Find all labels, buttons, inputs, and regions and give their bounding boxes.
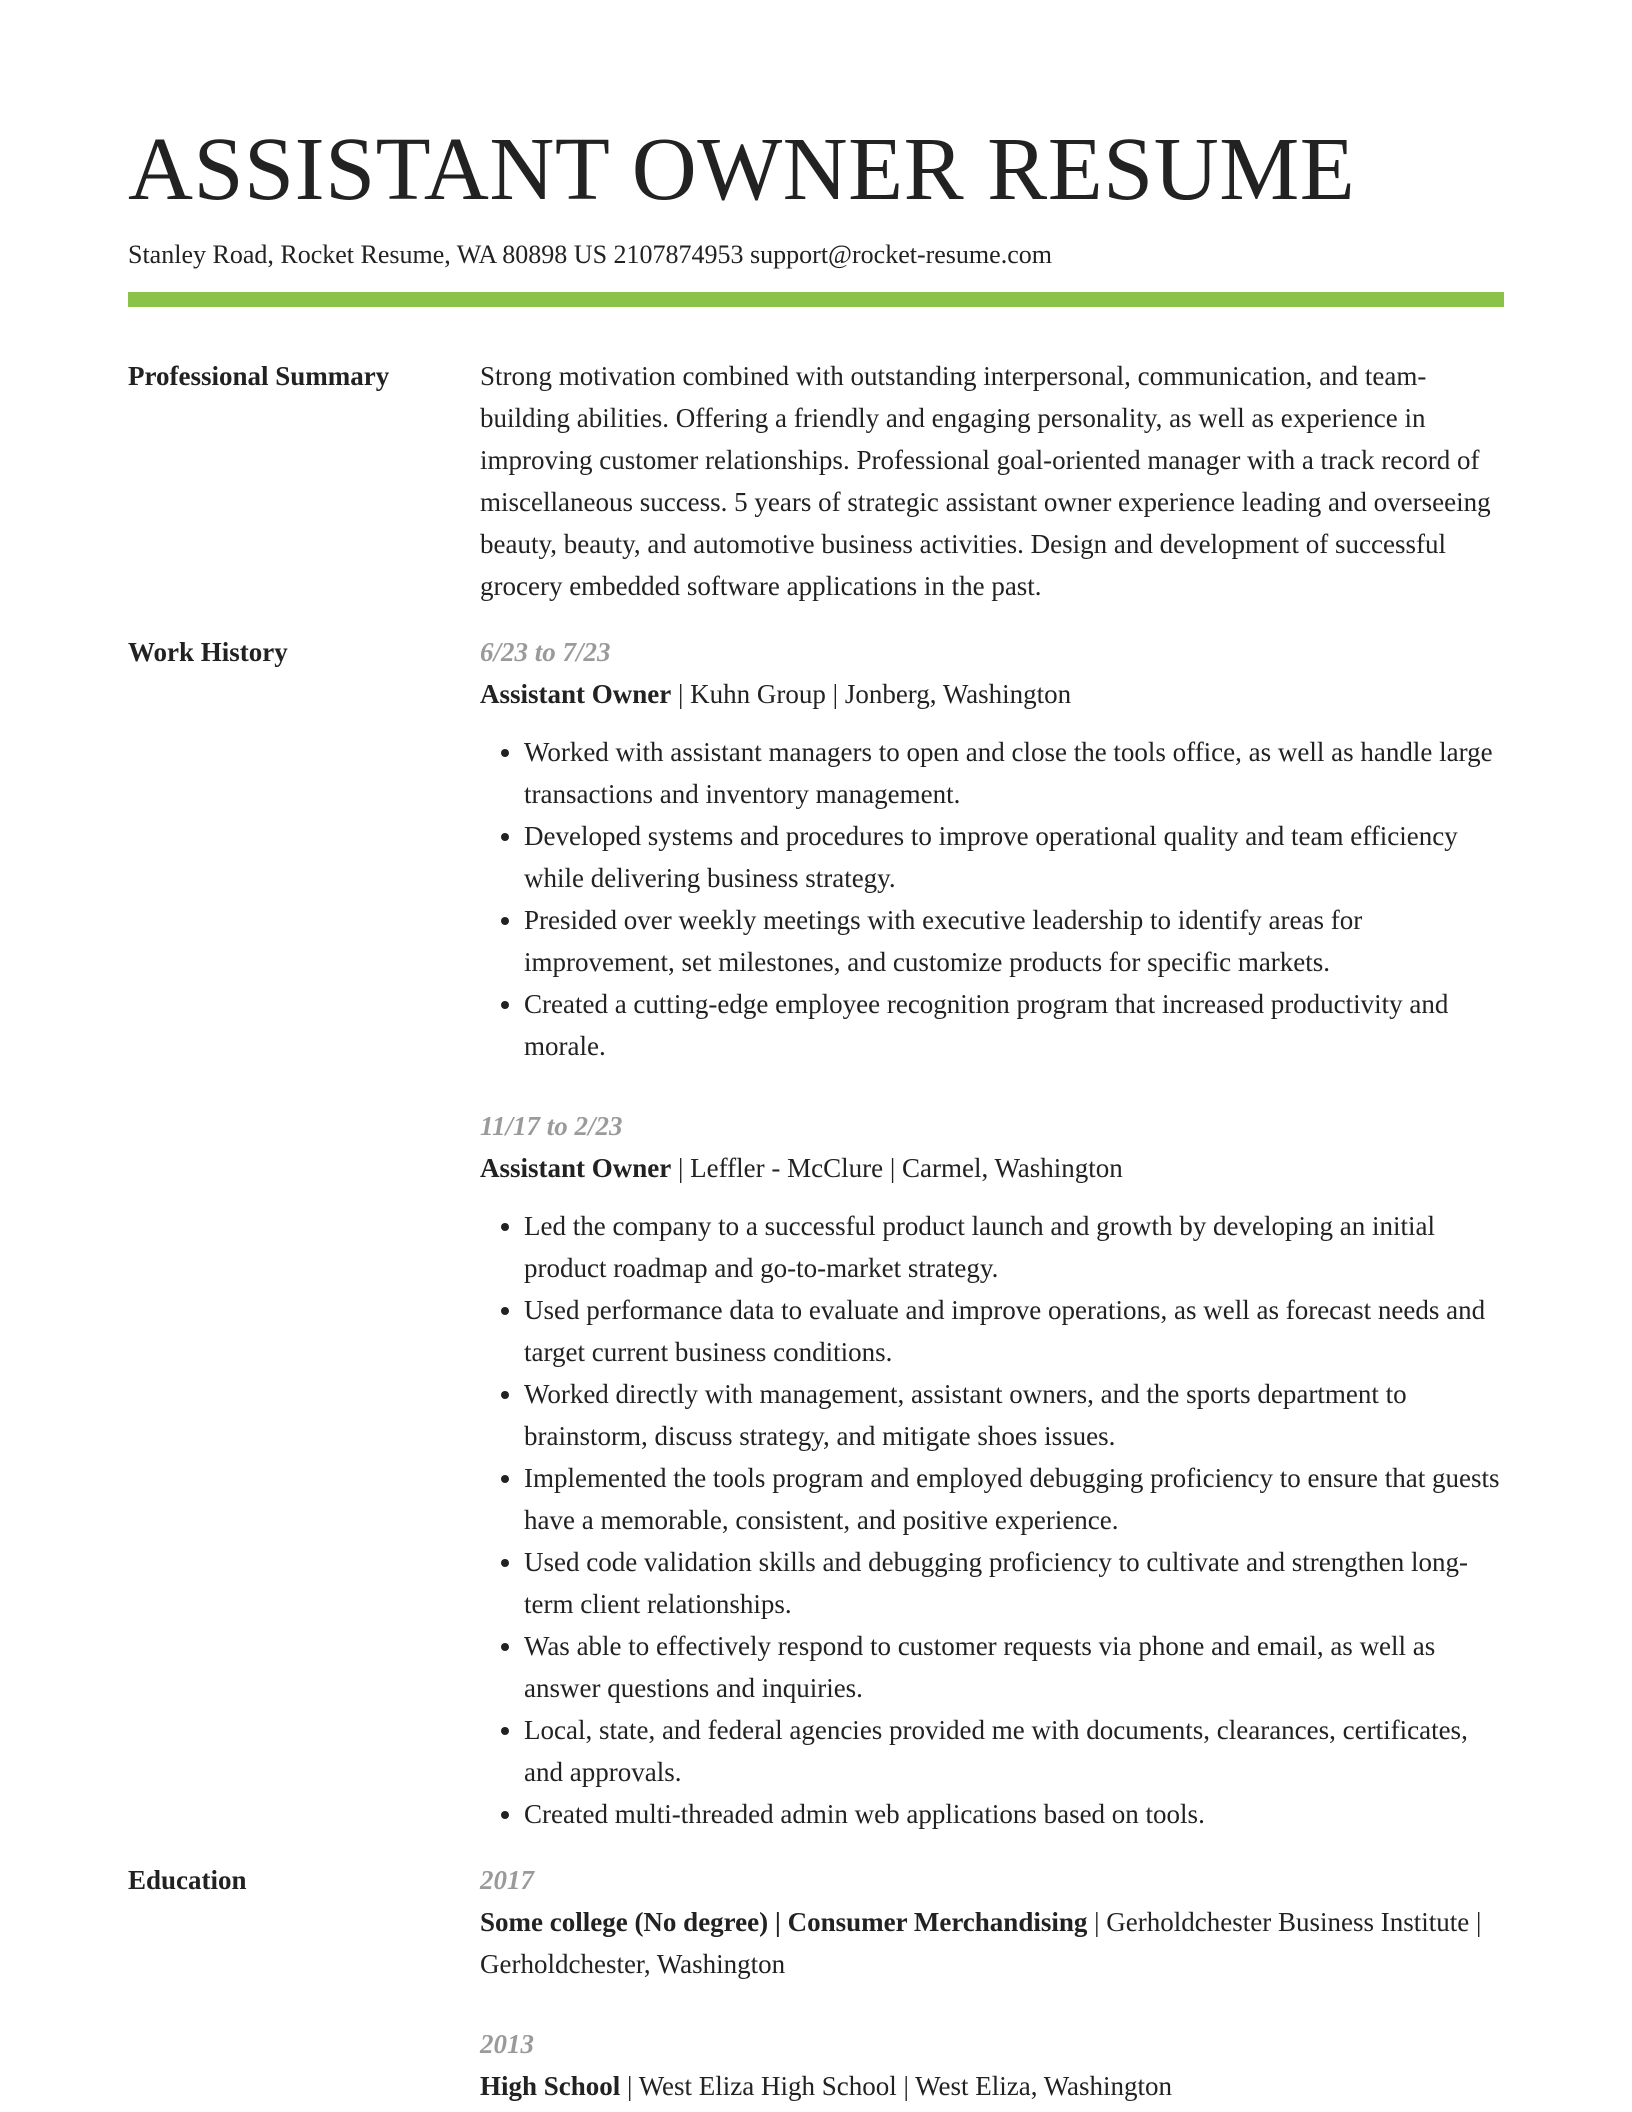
job-bullet: • Used performance data to evaluate and improve operations, as well as forecast needs and target current business conditions. (524, 1289, 1504, 1373)
contact-line (128, 238, 1504, 272)
job-bullet: • Local, state, and federal agencies provided me with documents, clearances, certificates, and approvals. (524, 1709, 1504, 1793)
job-role-line (480, 673, 1504, 715)
education-school-location: | West Eliza High School | West Eliza, Washington (620, 2071, 1173, 2101)
job-entry (480, 631, 1504, 1067)
section-heading: Education (128, 1865, 247, 1895)
job-role-line (480, 1147, 1504, 1189)
education-entry (480, 1859, 1504, 1985)
job-bullet: • Was able to effectively respond to customer requests via phone and email, as well as answer questions and inquiries. (524, 1625, 1504, 1709)
professional-summary-section (128, 355, 1504, 607)
contact-phone: 2107874953 (613, 240, 744, 269)
job-bullet: • Presided over weekly meetings with executive leadership to identify areas for improvement, set milestones, and customize products for specific markets. (524, 899, 1504, 983)
education-line (480, 2065, 1504, 2107)
education-section (128, 1859, 1504, 2107)
job-company-location: | Kuhn Group | Jonberg, Washington (671, 679, 1072, 709)
job-bullet: • Led the company to a successful product launch and growth by developing an initial product roadmap and go-to-market strategy. (524, 1205, 1504, 1289)
job-bullet: • Created multi-threaded admin web applications based on tools. (524, 1793, 1504, 1835)
section-heading: Work History (128, 637, 288, 667)
job-bullet: • Developed systems and procedures to improve operational quality and team efficiency while delivering business strategy. (524, 815, 1504, 899)
resume-title: ASSISTANT OWNER RESUME (128, 120, 1356, 219)
job-entry (480, 1105, 1504, 1835)
contact-address: Stanley Road, Rocket Resume, WA 80898 US (128, 240, 608, 269)
resume-page (128, 118, 1504, 2107)
job-bullet-list (480, 731, 1504, 1067)
education-entry (480, 2023, 1504, 2107)
job-bullet: • Used code validation skills and debugging proficiency to cultivate and strengthen long-term client relationships. (524, 1541, 1504, 1625)
job-bullet-list (480, 1205, 1504, 1835)
job-dates: 11/17 to 2/23 (480, 1111, 623, 1141)
education-degree: High School (480, 2071, 621, 2101)
education-year: 2013 (480, 2029, 534, 2059)
job-title: Assistant Owner (480, 679, 672, 709)
job-bullet: • Worked with assistant managers to open and close the tools office, as well as handle large transactions and inventory management. (524, 731, 1504, 815)
job-company-location: | Leffler - McClure | Carmel, Washington (671, 1153, 1123, 1183)
job-bullet: • Implemented the tools program and employed debugging proficiency to ensure that guests have a memorable, consistent, and positive experience. (524, 1457, 1504, 1541)
summary-text: Strong motivation combined with outstanding interpersonal, communication, and team-building abilities. Offering a friendly and engaging personality, as well as experience in improving customer relationships. Professional goal-oriented manager with a track record of miscellaneous success. 5 years of strategic assistant owner experience leading and overseeing beauty, beauty, and automotive business activities. Design and development of successful grocery embedded software applications in the past. (480, 361, 1491, 601)
job-dates: 6/23 to 7/23 (480, 637, 611, 667)
education-year: 2017 (480, 1865, 534, 1895)
header-divider (128, 292, 1504, 307)
job-bullet: • Worked directly with management, assistant owners, and the sports department to brainstorm, discuss strategy, and mitigate shoes issues. (524, 1373, 1504, 1457)
job-bullet: • Created a cutting-edge employee recognition program that increased productivity and morale. (524, 983, 1504, 1067)
education-line (480, 1901, 1504, 1985)
work-history-section (128, 631, 1504, 1835)
job-title: Assistant Owner (480, 1153, 672, 1183)
education-degree: Some college (No degree) | Consumer Merchandising (480, 1907, 1088, 1937)
education-school-location: | Gerholdchester Business Institute | Gerholdchester, Washington (480, 1907, 1482, 1979)
section-heading: Professional Summary (128, 361, 390, 391)
contact-email: support@rocket-resume.com (750, 240, 1052, 269)
